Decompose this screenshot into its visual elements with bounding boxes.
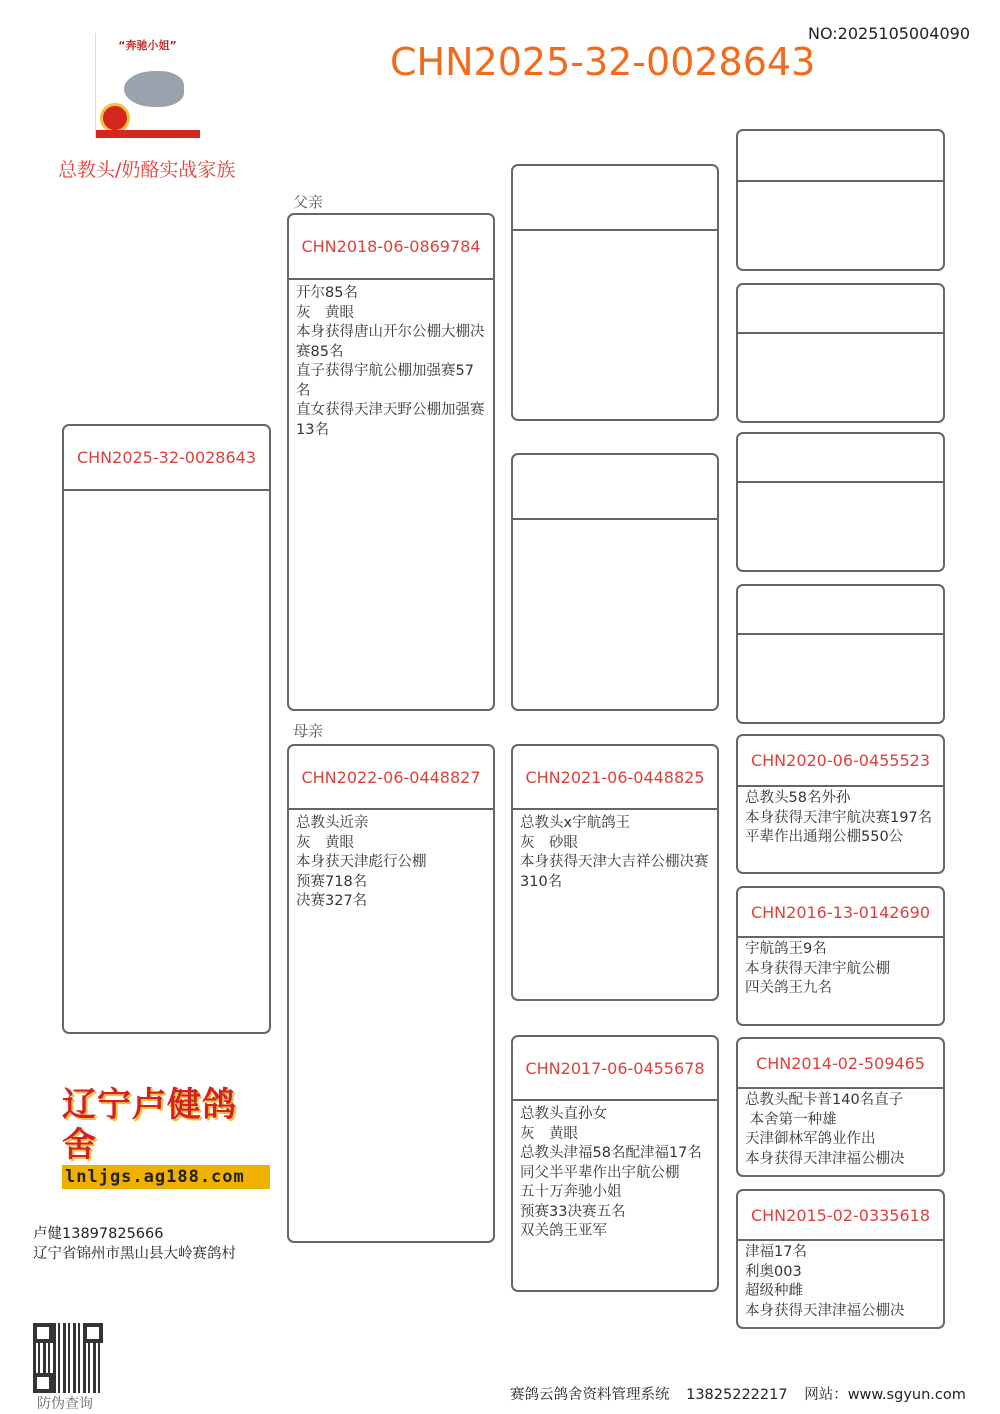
qr-finder bbox=[83, 1323, 103, 1343]
great-grandparent-ring: CHN2014-02-509465 bbox=[738, 1039, 943, 1089]
page-title-ring: CHN2025-32-0028643 bbox=[390, 40, 816, 84]
grandparent-card[interactable] bbox=[511, 1035, 719, 1292]
great-grandparent-ring: CHN2020-06-0455523 bbox=[738, 736, 943, 787]
father-card[interactable] bbox=[287, 213, 495, 711]
great-grandparent-card[interactable] bbox=[736, 584, 945, 724]
subject-card[interactable] bbox=[62, 424, 271, 1034]
family-name: 总教头/奶酪实战家族 bbox=[58, 159, 236, 181]
great-grandparent-ring: CHN2016-13-0142690 bbox=[738, 888, 943, 938]
qr-label: 防伪查询 bbox=[37, 1396, 93, 1412]
mother-notes: 总教头近亲 灰 黄眼 本身获天津彪行公棚 预赛718名 决赛327名 bbox=[296, 815, 427, 909]
loft-logo-title: 辽宁卢健鸽舍 bbox=[62, 1085, 237, 1165]
grandparent-notes: 总教头直孙女 灰 黄眼 总教头津福58名配津福17名 同父半平辈作出宇航公棚 五十万奔驰小姐 预赛33决赛五名 双关鸽王亚军 bbox=[520, 1106, 702, 1239]
footer bbox=[510, 1383, 966, 1404]
great-grandparent-notes: 总教头配卡普140名直子 本舍第一种雄 天津御林军鸽业作出 本身获得天津津福公棚决 bbox=[745, 1092, 905, 1167]
mother-label: 母亲 bbox=[293, 722, 324, 740]
great-grandparent-notes: 宇航鸽王9名 本身获得天津宇航公棚 四关鸽王九名 bbox=[745, 941, 890, 996]
footer-system: 赛鸽云鸽舍资料管理系统 bbox=[510, 1387, 670, 1403]
grandparent-ring: CHN2021-06-0448825 bbox=[513, 746, 717, 810]
footer-site[interactable]: 网站：www.sgyun.com bbox=[804, 1387, 966, 1403]
father-label: 父亲 bbox=[293, 193, 324, 211]
qr-finder bbox=[33, 1323, 53, 1343]
great-grandparent-card[interactable] bbox=[736, 1037, 945, 1177]
great-grandparent-card[interactable] bbox=[736, 1189, 945, 1329]
qr-finder bbox=[33, 1373, 53, 1393]
great-grandparent-card[interactable] bbox=[736, 734, 945, 874]
great-grandparent-ring bbox=[738, 586, 943, 635]
grandparent-card[interactable] bbox=[511, 744, 719, 1001]
great-grandparent-ring bbox=[738, 285, 943, 334]
father-notes: 开尔85名 灰 黄眼 本身获得唐山开尔公棚大棚决赛85名 直子获得宇航公棚加强赛57名 直女获得天津天野公棚加强赛13名 bbox=[296, 285, 485, 438]
loft-logo bbox=[62, 1085, 270, 1187]
grandparent-ring: CHN2017-06-0455678 bbox=[513, 1037, 717, 1101]
grandparent-card[interactable] bbox=[511, 164, 719, 421]
great-grandparent-ring bbox=[738, 434, 943, 483]
mother-ring: CHN2022-06-0448827 bbox=[289, 746, 493, 810]
loft-logo-url: lnljgs.ag188.com bbox=[62, 1165, 270, 1189]
great-grandparent-card[interactable] bbox=[736, 432, 945, 572]
owner-address: 辽宁省锦州市黑山县大岭赛鸽村 bbox=[33, 1246, 236, 1262]
grandparent-notes: 总教头x宇航鸽王 灰 砂眼 本身获得天津大吉祥公棚决赛310名 bbox=[520, 815, 709, 890]
photo-banner bbox=[96, 130, 200, 138]
qr-code-icon[interactable] bbox=[33, 1323, 103, 1393]
mother-card[interactable] bbox=[287, 744, 495, 1243]
great-grandparent-card[interactable] bbox=[736, 886, 945, 1026]
grandparent-ring bbox=[513, 166, 717, 231]
father-ring: CHN2018-06-0869784 bbox=[289, 215, 493, 280]
photo-caption: “奔驰小姐” bbox=[118, 39, 177, 52]
grandparent-ring bbox=[513, 455, 717, 520]
great-grandparent-notes: 津福17名 利奥003 超级种雌 本身获得天津津福公棚决 bbox=[745, 1244, 905, 1319]
owner-contact: 卢健13897825666 bbox=[33, 1226, 164, 1242]
great-grandparent-ring: CHN2015-02-0335618 bbox=[738, 1191, 943, 1241]
great-grandparent-card[interactable] bbox=[736, 129, 945, 271]
grandparent-card[interactable] bbox=[511, 453, 719, 711]
document-number: NO:2025105004090 bbox=[808, 24, 971, 43]
medal-icon bbox=[100, 103, 130, 133]
great-grandparent-notes: 总教头58名外孙 本身获得天津宇航决赛197名 平辈作出通翔公棚550公 bbox=[745, 790, 933, 845]
footer-phone: 13825222217 bbox=[686, 1387, 788, 1403]
pigeon-icon bbox=[124, 71, 184, 107]
pigeon-photo bbox=[95, 33, 199, 138]
great-grandparent-ring bbox=[738, 131, 943, 182]
subject-ring: CHN2025-32-0028643 bbox=[64, 426, 269, 491]
great-grandparent-card[interactable] bbox=[736, 283, 945, 423]
